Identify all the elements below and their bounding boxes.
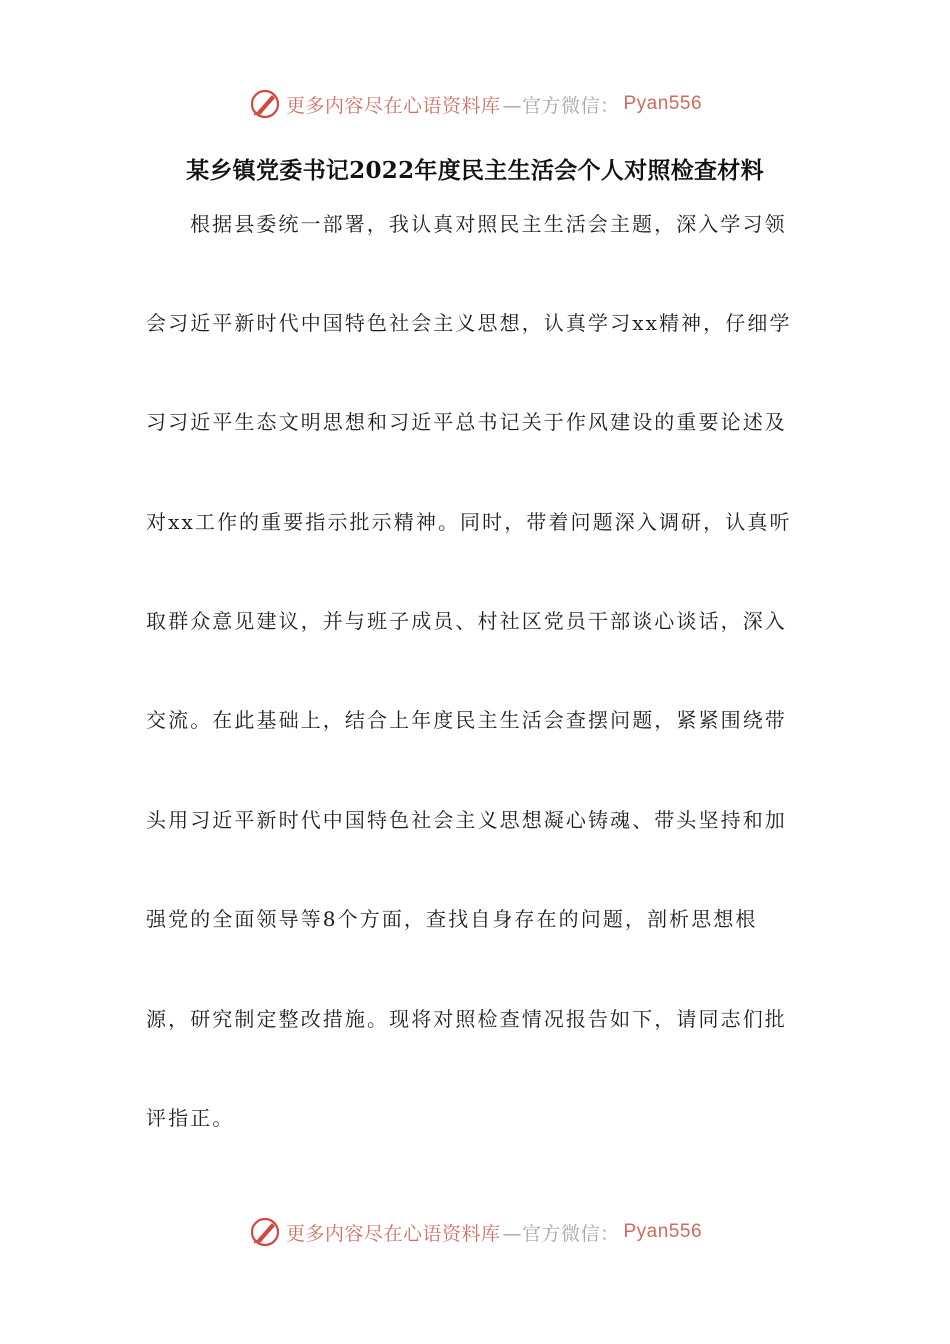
- pen-logo-icon: [248, 1215, 282, 1249]
- paragraph-line-4: 对xx工作的重要指示批示精神。同时，带着问题深入调研，认真听: [146, 510, 792, 534]
- paragraph-line-2: 会习近平新时代中国特色社会主义思想，认真学习xx精神，仔细学: [146, 311, 792, 335]
- watermark-sub-text: —官方微信：: [502, 94, 620, 117]
- header-watermark: [0, 82, 950, 126]
- watermark-handle: Pyan556: [623, 93, 703, 114]
- paragraph-line-3: 习习近平生态文明思想和习近平总书记关于作风建设的重要论述及: [146, 410, 787, 434]
- pen-logo-icon: [248, 87, 282, 121]
- paragraph-line-5: 取群众意见建议，并与班子成员、村社区党员干部谈心谈话，深入: [146, 609, 787, 633]
- paragraph-line-1: 根据县委统一部署，我认真对照民主生活会主题，深入学习领: [190, 212, 787, 236]
- paragraph-line-10: 评指正。: [146, 1106, 235, 1130]
- document-title: 某乡镇党委书记2022年度民主生活会个人对照检查材料: [186, 157, 764, 184]
- watermark-sub-text: —官方微信：: [502, 1222, 620, 1245]
- watermark-main-text: 更多内容尽在心语资料库: [285, 94, 501, 117]
- footer-watermark: [0, 1210, 950, 1254]
- paragraph-line-7: 头用习近平新时代中国特色社会主义思想凝心铸魂、带头坚持和加: [146, 808, 787, 832]
- paragraph-line-9: 源，研究制定整改措施。现将对照检查情况报告如下，请同志们批: [146, 1007, 787, 1031]
- paragraph-line-8: 强党的全面领导等8个方面，查找自身存在的问题，剖析思想根: [146, 907, 758, 931]
- watermark-handle: Pyan556: [623, 1221, 703, 1242]
- watermark-main-text: 更多内容尽在心语资料库: [285, 1222, 501, 1245]
- paragraph-line-6: 交流。在此基础上，结合上年度民主生活会查摆问题，紧紧围绕带: [146, 708, 787, 732]
